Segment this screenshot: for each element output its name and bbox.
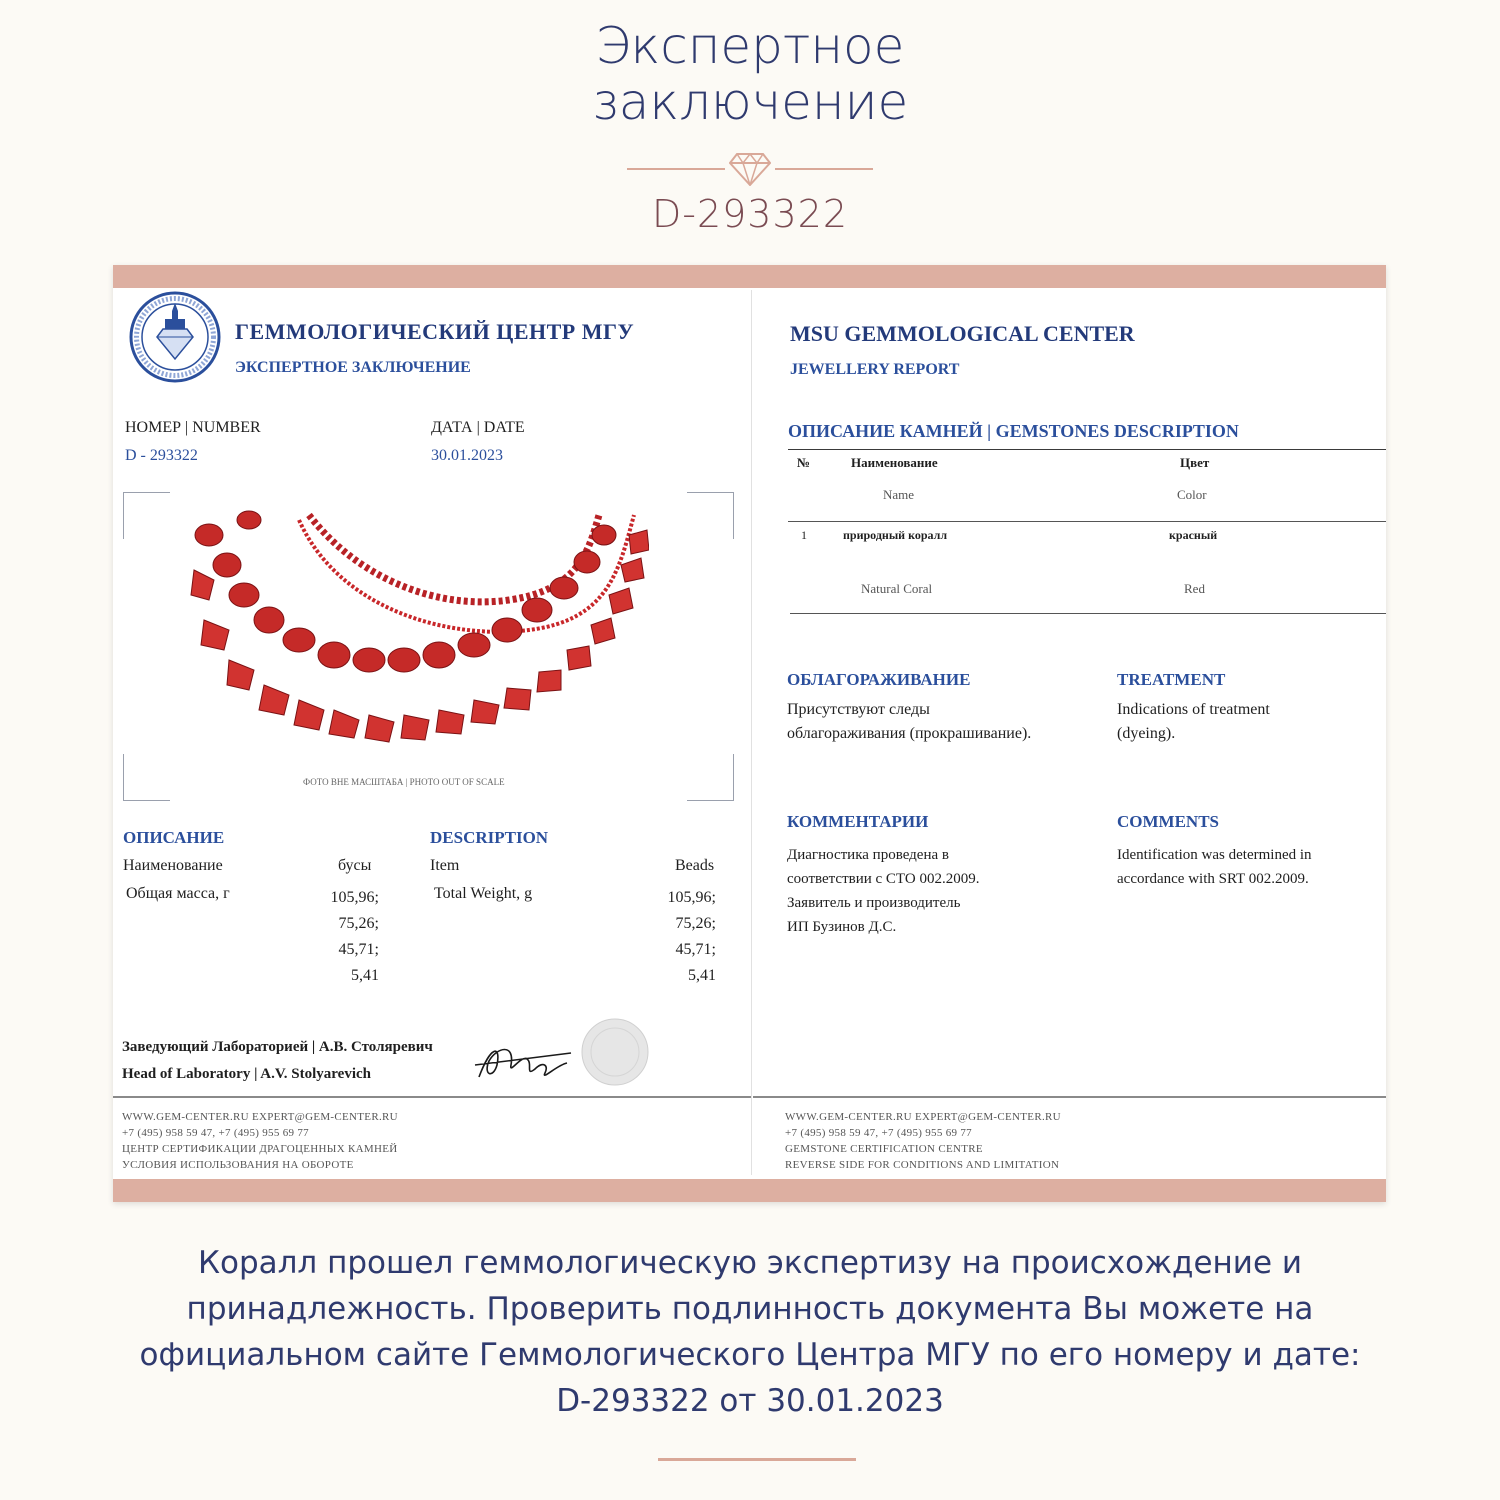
- caption-line: Коралл прошел геммологическую экспертизу на происхождение и: [197, 1245, 1303, 1281]
- weight-value: 75,26;: [338, 915, 379, 932]
- signature: [471, 1035, 577, 1085]
- stamp-seal: [580, 1017, 650, 1087]
- text-line: Indications of treatment: [1117, 701, 1270, 718]
- footer-right: [785, 1109, 1061, 1173]
- photo-frame-corner: [687, 754, 734, 801]
- text-line: соответствии с СТО 002.2009.: [787, 871, 980, 887]
- date-label: ДАТА | DATE: [431, 419, 525, 436]
- date-value: 30.01.2023: [431, 447, 503, 464]
- row-color-en: Red: [1184, 581, 1205, 596]
- gemstones-heading: ОПИСАНИЕ КАМНЕЙ | GEMSTONES DESCRIPTION: [788, 421, 1239, 441]
- row-no: 1: [801, 528, 807, 542]
- text-line: accordance with SRT 002.2009.: [1117, 871, 1309, 887]
- desc-ru-name-label: Наименование: [123, 857, 223, 874]
- footer-line: WWW.GEM-CENTER.RU EXPERT@GEM-CENTER.RU: [785, 1111, 1061, 1123]
- text-line: Диагностика проведена в: [787, 847, 949, 863]
- treatment-en-heading: TREATMENT: [1117, 670, 1226, 689]
- footer-line: ЦЕНТР СЕРТИФИКАЦИИ ДРАГОЦЕННЫХ КАМНЕЙ: [122, 1143, 398, 1155]
- weight-value: 5,41: [688, 967, 716, 984]
- col-color-en: Color: [1177, 487, 1207, 502]
- report-number: D-293322: [651, 192, 849, 236]
- footer-line: +7 (495) 958 59 47, +7 (495) 955 69 77: [785, 1127, 972, 1139]
- desc-ru-weight-label: Общая масса, г: [126, 885, 230, 902]
- desc-en-name-value: Beads: [675, 857, 715, 874]
- row-name-ru: природный коралл: [843, 528, 948, 542]
- footer-divider: [753, 1096, 1386, 1098]
- desc-en-heading: DESCRIPTION: [430, 828, 549, 847]
- diamond-icon: [729, 152, 771, 186]
- comments-ru-text: [787, 843, 979, 939]
- text-line: Identification was determined in: [1117, 847, 1312, 863]
- weights-en: [650, 885, 716, 989]
- col-name-ru: Наименование: [851, 455, 938, 470]
- head-ru: Заведующий Лабораторией | А.В. Столяревич: [122, 1039, 433, 1055]
- col-color-ru: Цвет: [1180, 455, 1210, 470]
- treatment-en-text: [1117, 698, 1270, 746]
- divider-right: [775, 168, 873, 170]
- table-header-line: [788, 521, 1386, 522]
- col-no: №: [797, 455, 811, 470]
- msu-seal-logo: [129, 291, 221, 383]
- table-bottom-line: [790, 613, 1386, 614]
- comments-en-text: [1117, 843, 1312, 891]
- footer-line: REVERSE SIDE FOR CONDITIONS AND LIMITATION: [785, 1159, 1060, 1171]
- text-line: облагораживания (прокрашивание).: [787, 725, 1032, 742]
- desc-ru-heading: ОПИСАНИЕ: [123, 828, 225, 847]
- table-top-line: [788, 449, 1386, 450]
- page-title-line2: заключение: [591, 73, 909, 131]
- comments-en-heading: COMMENTS: [1117, 812, 1219, 831]
- coral-beads-photo: [189, 510, 649, 760]
- photo-caption: ФОТО ВНЕ МАСШТАБА | PHOTO OUT OF SCALE: [303, 777, 505, 787]
- footer-line: +7 (495) 958 59 47, +7 (495) 955 69 77: [122, 1127, 309, 1139]
- caption-line: официальном сайте Геммологического Центра МГУ по его номеру и дате:: [139, 1337, 1361, 1373]
- fold-line: [751, 290, 752, 1175]
- weight-value: 45,71;: [338, 941, 379, 958]
- footer-divider: [113, 1096, 751, 1098]
- row-color-ru: красный: [1169, 528, 1218, 542]
- desc-en-weight-label: Total Weight, g: [434, 885, 533, 902]
- footer-left: [122, 1109, 398, 1173]
- footer-line: GEMSTONE CERTIFICATION CENTRE: [785, 1143, 983, 1155]
- desc-ru-name-value: бусы: [338, 857, 372, 874]
- weight-value: 5,41: [351, 967, 379, 984]
- en-report-type: JEWELLERY REPORT: [790, 361, 960, 378]
- treatment-ru-heading: ОБЛАГОРАЖИВАНИЕ: [787, 670, 971, 689]
- caption-line: D-293322 от 30.01.2023: [556, 1383, 944, 1419]
- bottom-divider: [658, 1458, 856, 1461]
- bottom-band: [113, 1179, 1386, 1202]
- weight-value: 105,96;: [330, 889, 379, 906]
- caption-text: [100, 1240, 1400, 1424]
- ru-report-type: ЭКСПЕРТНОЕ ЗАКЛЮЧЕНИЕ: [235, 359, 471, 376]
- weight-value: 75,26;: [675, 915, 716, 932]
- weight-value: 45,71;: [675, 941, 716, 958]
- text-line: Заявитель и производитель: [787, 895, 961, 911]
- caption-line: принадлежность. Проверить подлинность документа Вы можете на: [186, 1291, 1314, 1327]
- en-org-name: MSU GEMMOLOGICAL CENTER: [790, 321, 1135, 346]
- treatment-ru-text: [787, 698, 1031, 746]
- certificate-document: [113, 265, 1386, 1202]
- number-value: D - 293322: [125, 447, 198, 464]
- comments-ru-heading: КОММЕНТАРИИ: [787, 812, 929, 831]
- divider-left: [627, 168, 725, 170]
- page-title-line1: Экспертное: [595, 17, 905, 75]
- footer-line: УСЛОВИЯ ИСПОЛЬЗОВАНИЯ НА ОБОРОТЕ: [122, 1159, 354, 1171]
- number-label: НОМЕР | NUMBER: [125, 419, 261, 436]
- text-line: ИП Бузинов Д.С.: [787, 919, 897, 935]
- photo-frame-corner: [687, 492, 734, 539]
- desc-en-name-label: Item: [430, 857, 460, 874]
- ru-org-name: ГЕММОЛОГИЧЕСКИЙ ЦЕНТР МГУ: [235, 319, 635, 344]
- weight-value: 105,96;: [667, 889, 716, 906]
- top-band: [113, 265, 1386, 288]
- row-name-en: Natural Coral: [861, 581, 933, 596]
- head-en: Head of Laboratory | A.V. Stolyarevich: [122, 1066, 371, 1082]
- photo-frame-corner: [123, 754, 170, 801]
- footer-line: WWW.GEM-CENTER.RU EXPERT@GEM-CENTER.RU: [122, 1111, 398, 1123]
- text-line: Присутствуют следы: [787, 701, 930, 718]
- photo-frame-corner: [123, 492, 170, 539]
- page-title: [0, 18, 1500, 130]
- col-name-en: Name: [883, 487, 915, 502]
- weights-ru: [313, 885, 379, 989]
- text-line: (dyeing).: [1117, 725, 1176, 742]
